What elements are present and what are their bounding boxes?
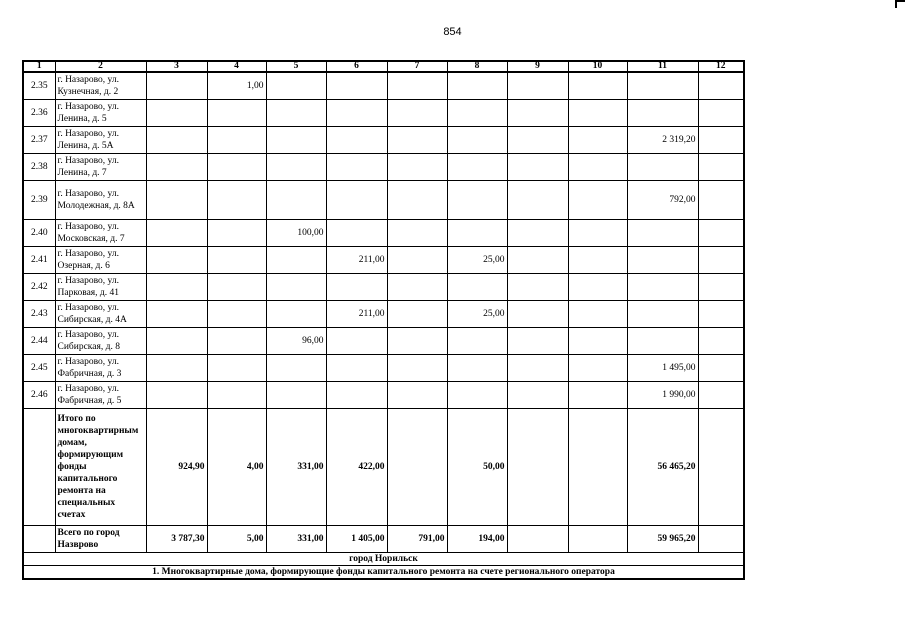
grand-total-row (23, 526, 744, 553)
scan-corner-mark (895, 0, 905, 8)
value-cell-8: 194,00 (447, 526, 507, 553)
value-cell-10 (568, 382, 627, 409)
column-header-5: 5 (266, 61, 326, 72)
value-cell-7 (387, 72, 447, 100)
address-cell: г. Назарово, ул. Ленина, д. 7 (55, 154, 146, 181)
value-cell-12 (698, 382, 744, 409)
value-cell-4 (207, 301, 266, 328)
row-number-cell: 2.39 (23, 181, 55, 220)
value-cell-9 (507, 247, 568, 274)
value-cell-7: 791,00 (387, 526, 447, 553)
value-cell-3 (146, 181, 207, 220)
value-cell-4: 4,00 (207, 409, 266, 526)
row-number-cell: 2.35 (23, 72, 55, 100)
value-cell-3 (146, 72, 207, 100)
table-row (23, 247, 744, 274)
value-cell-3 (146, 301, 207, 328)
value-cell-10 (568, 72, 627, 100)
value-cell-3 (146, 247, 207, 274)
address-cell: г. Назарово, ул. Фабричная, д. 3 (55, 355, 146, 382)
value-cell-7 (387, 274, 447, 301)
value-cell-3: 3 787,30 (146, 526, 207, 553)
value-cell-4 (207, 328, 266, 355)
value-cell-11: 56 465,20 (627, 409, 698, 526)
address-cell: г. Назарово, ул. Сибирская, д. 8 (55, 328, 146, 355)
address-cell: г. Назарово, ул. Фабричная, д. 5 (55, 382, 146, 409)
value-cell-5 (266, 127, 326, 154)
value-cell-7 (387, 301, 447, 328)
value-cell-11: 792,00 (627, 181, 698, 220)
row-number-cell: 2.40 (23, 220, 55, 247)
value-cell-7 (387, 127, 447, 154)
address-cell: Итого по многоквартирным домам, формирующим фонды капитального ремонта на специальных счетах (55, 409, 146, 526)
value-cell-12 (698, 220, 744, 247)
value-cell-12 (698, 409, 744, 526)
column-header-2: 2 (55, 61, 146, 72)
value-cell-3 (146, 328, 207, 355)
value-cell-11: 1 990,00 (627, 382, 698, 409)
table-row (23, 127, 744, 154)
value-cell-11 (627, 301, 698, 328)
city-heading (23, 553, 744, 566)
address-cell: г. Назарово, ул. Парковая, д. 41 (55, 274, 146, 301)
value-cell-7 (387, 100, 447, 127)
section-heading (23, 566, 744, 580)
value-cell-6 (326, 355, 387, 382)
column-header-1: 1 (23, 61, 55, 72)
value-cell-6 (326, 328, 387, 355)
row-number-cell (23, 409, 55, 526)
value-cell-9 (507, 100, 568, 127)
value-cell-5: 331,00 (266, 409, 326, 526)
value-cell-7 (387, 247, 447, 274)
value-cell-8: 50,00 (447, 409, 507, 526)
value-cell-7 (387, 328, 447, 355)
value-cell-5: 100,00 (266, 220, 326, 247)
value-cell-4 (207, 154, 266, 181)
value-cell-6 (326, 181, 387, 220)
value-cell-8 (447, 382, 507, 409)
value-cell-3 (146, 355, 207, 382)
value-cell-11 (627, 328, 698, 355)
value-cell-5 (266, 154, 326, 181)
table-row (23, 220, 744, 247)
value-cell-4 (207, 247, 266, 274)
value-cell-12 (698, 274, 744, 301)
value-cell-3: 924,90 (146, 409, 207, 526)
value-cell-11: 2 319,20 (627, 127, 698, 154)
value-cell-10 (568, 181, 627, 220)
value-cell-12 (698, 127, 744, 154)
value-cell-8 (447, 127, 507, 154)
table-row (23, 382, 744, 409)
value-cell-3 (146, 100, 207, 127)
value-cell-4: 5,00 (207, 526, 266, 553)
value-cell-3 (146, 127, 207, 154)
value-cell-7 (387, 355, 447, 382)
value-cell-7 (387, 220, 447, 247)
address-cell: г. Назарово, ул. Молодежная, д. 8А (55, 181, 146, 220)
address-cell: г. Назарово, ул. Сибирская, д. 4А (55, 301, 146, 328)
value-cell-5 (266, 247, 326, 274)
address-cell: г. Назарово, ул. Озерная, д. 6 (55, 247, 146, 274)
address-cell: г. Назарово, ул. Ленина, д. 5А (55, 127, 146, 154)
value-cell-10 (568, 301, 627, 328)
value-cell-9 (507, 301, 568, 328)
address-cell: г. Назарово, ул. Московская, д. 7 (55, 220, 146, 247)
value-cell-9 (507, 355, 568, 382)
value-cell-12 (698, 72, 744, 100)
value-cell-6: 422,00 (326, 409, 387, 526)
row-number-cell: 2.37 (23, 127, 55, 154)
address-cell: г. Назарово, ул. Кузнечная, д. 2 (55, 72, 146, 100)
value-cell-11 (627, 247, 698, 274)
value-cell-10 (568, 355, 627, 382)
housing-repair-table (22, 60, 745, 580)
value-cell-4: 1,00 (207, 72, 266, 100)
subtotal-row (23, 409, 744, 526)
value-cell-4 (207, 127, 266, 154)
value-cell-11 (627, 220, 698, 247)
value-cell-10 (568, 328, 627, 355)
value-cell-7 (387, 382, 447, 409)
value-cell-8 (447, 274, 507, 301)
value-cell-8: 25,00 (447, 301, 507, 328)
value-cell-12 (698, 328, 744, 355)
value-cell-11 (627, 154, 698, 181)
row-number-cell: 2.42 (23, 274, 55, 301)
value-cell-6 (326, 127, 387, 154)
value-cell-3 (146, 382, 207, 409)
page-number: 854 (443, 26, 462, 38)
value-cell-8 (447, 100, 507, 127)
value-cell-5 (266, 100, 326, 127)
value-cell-5: 331,00 (266, 526, 326, 553)
column-header-6: 6 (326, 61, 387, 72)
address-cell: Всего по город Назврово (55, 526, 146, 553)
value-cell-9 (507, 382, 568, 409)
value-cell-5: 96,00 (266, 328, 326, 355)
value-cell-6 (326, 154, 387, 181)
value-cell-8 (447, 328, 507, 355)
row-number-cell: 2.46 (23, 382, 55, 409)
value-cell-4 (207, 181, 266, 220)
address-cell: г. Назарово, ул. Ленина, д. 5 (55, 100, 146, 127)
value-cell-12 (698, 181, 744, 220)
value-cell-9 (507, 181, 568, 220)
value-cell-5 (266, 355, 326, 382)
value-cell-12 (698, 100, 744, 127)
table-row (23, 100, 744, 127)
column-header-10: 10 (568, 61, 627, 72)
row-number-cell: 2.45 (23, 355, 55, 382)
value-cell-6 (326, 72, 387, 100)
city-heading-text: город Норильск (23, 553, 744, 566)
value-cell-10 (568, 409, 627, 526)
value-cell-12 (698, 301, 744, 328)
column-header-9: 9 (507, 61, 568, 72)
value-cell-3 (146, 220, 207, 247)
column-header-11: 11 (627, 61, 698, 72)
value-cell-3 (146, 154, 207, 181)
value-cell-5 (266, 274, 326, 301)
value-cell-10 (568, 274, 627, 301)
row-number-cell: 2.36 (23, 100, 55, 127)
row-number-cell: 2.41 (23, 247, 55, 274)
value-cell-9 (507, 154, 568, 181)
value-cell-9 (507, 72, 568, 100)
value-cell-4 (207, 274, 266, 301)
table-row (23, 328, 744, 355)
value-cell-8 (447, 72, 507, 100)
value-cell-9 (507, 328, 568, 355)
row-number-cell: 2.43 (23, 301, 55, 328)
value-cell-6 (326, 382, 387, 409)
value-cell-12 (698, 526, 744, 553)
value-cell-10 (568, 127, 627, 154)
value-cell-6: 211,00 (326, 301, 387, 328)
value-cell-5 (266, 181, 326, 220)
column-header-4: 4 (207, 61, 266, 72)
value-cell-4 (207, 382, 266, 409)
value-cell-5 (266, 72, 326, 100)
value-cell-10 (568, 526, 627, 553)
value-cell-8 (447, 181, 507, 220)
value-cell-12 (698, 355, 744, 382)
section-heading-text: 1. Многоквартирные дома, формирующие фонды капитального ремонта на счете регионального оператора (23, 566, 744, 580)
value-cell-8 (447, 154, 507, 181)
value-cell-8 (447, 355, 507, 382)
value-cell-7 (387, 154, 447, 181)
column-header-8: 8 (447, 61, 507, 72)
table-row (23, 181, 744, 220)
table-row (23, 355, 744, 382)
value-cell-12 (698, 247, 744, 274)
value-cell-7 (387, 409, 447, 526)
value-cell-9 (507, 220, 568, 247)
row-number-cell: 2.44 (23, 328, 55, 355)
value-cell-11 (627, 274, 698, 301)
value-cell-10 (568, 220, 627, 247)
value-cell-10 (568, 154, 627, 181)
value-cell-10 (568, 247, 627, 274)
value-cell-9 (507, 409, 568, 526)
value-cell-4 (207, 220, 266, 247)
column-header-3: 3 (146, 61, 207, 72)
row-number-cell: 2.38 (23, 154, 55, 181)
column-header-7: 7 (387, 61, 447, 72)
value-cell-6: 1 405,00 (326, 526, 387, 553)
value-cell-8: 25,00 (447, 247, 507, 274)
value-cell-5 (266, 382, 326, 409)
column-header-row (23, 61, 744, 72)
value-cell-8 (447, 220, 507, 247)
value-cell-6 (326, 100, 387, 127)
value-cell-11: 1 495,00 (627, 355, 698, 382)
value-cell-6 (326, 274, 387, 301)
column-header-12: 12 (698, 61, 744, 72)
table-row (23, 72, 744, 100)
value-cell-4 (207, 355, 266, 382)
value-cell-9 (507, 526, 568, 553)
table-row (23, 274, 744, 301)
table-row (23, 154, 744, 181)
value-cell-9 (507, 274, 568, 301)
row-number-cell (23, 526, 55, 553)
value-cell-9 (507, 127, 568, 154)
table-row (23, 301, 744, 328)
value-cell-6 (326, 220, 387, 247)
value-cell-10 (568, 100, 627, 127)
value-cell-11: 59 965,20 (627, 526, 698, 553)
value-cell-6: 211,00 (326, 247, 387, 274)
value-cell-11 (627, 72, 698, 100)
value-cell-7 (387, 181, 447, 220)
value-cell-11 (627, 100, 698, 127)
value-cell-4 (207, 100, 266, 127)
value-cell-3 (146, 274, 207, 301)
value-cell-12 (698, 154, 744, 181)
value-cell-5 (266, 301, 326, 328)
